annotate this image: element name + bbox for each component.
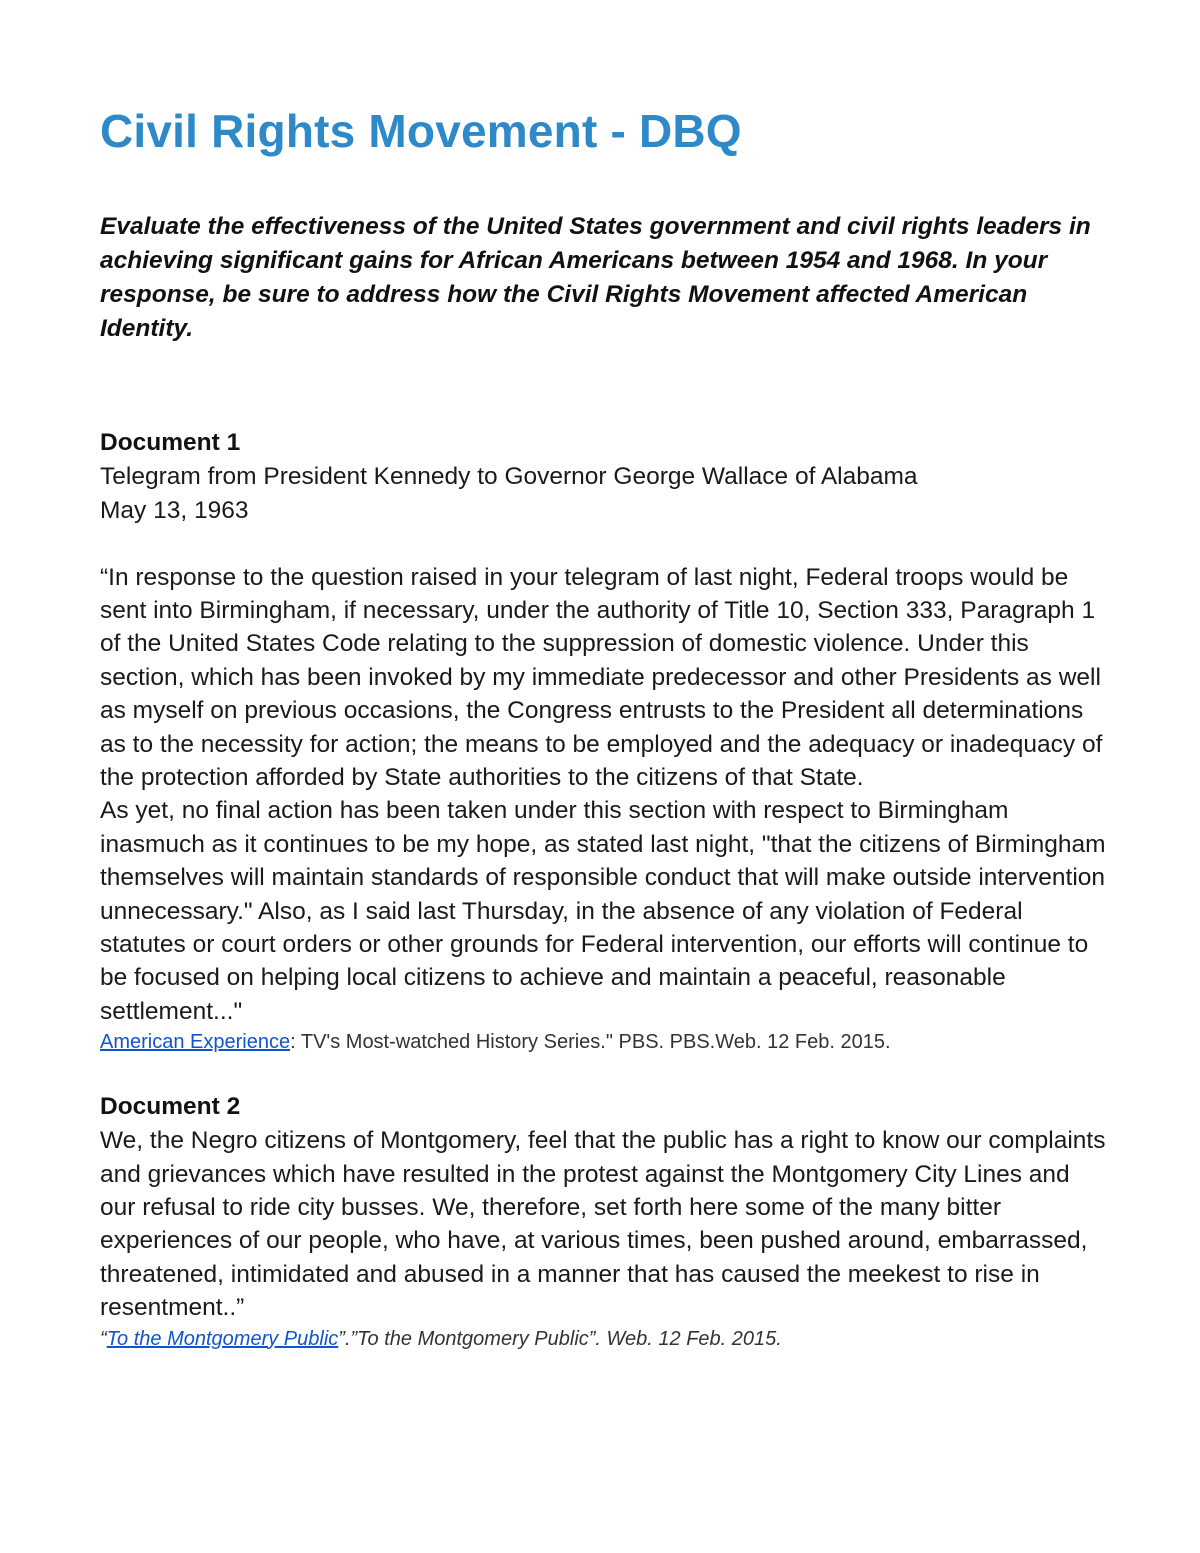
document-1-source: Telegram from President Kennedy to Governor George Wallace of Alabama xyxy=(100,463,918,490)
document-1-date: May 13, 1963 xyxy=(100,496,249,524)
document-page xyxy=(100,100,1110,1353)
document-2-citation-open-quote: “ xyxy=(100,1327,107,1350)
document-1-citation-text: : TV's Most-watched History Series." PBS. PBS.Web. 12 Feb. 2015. xyxy=(290,1031,891,1054)
essay-prompt: Evaluate the effectiveness of the United States government and civil rights leaders in achieving significant gains for African Americans between 1954 and 1968. In your response, be sure to address how the Civil Rights Movement affected American Identity. xyxy=(100,213,1091,342)
document-1-section xyxy=(100,426,1110,1056)
document-2-paragraph: We, the Negro citizens of Montgomery, feel that the public has a right to know our complaints and grievances which have resulted in the protest against the Montgomery City Lines and our refusal to ride city busses. We, therefore, set forth here some of the many bitter experiences of our people, who have, at various times, been pushed around, embarrassed, threatened, intimidated and abused in a manner that has caused the meekest to rise in resentment..” xyxy=(100,1127,1106,1322)
document-1-paragraph-1: “In response to the question raised in your telegram of last night, Federal troops would be sent into Birmingham, if necessary, under the authority of Title 10, Section 333, Paragraph 1 of the United States Code relating to the suppression of domestic violence. Under this section, which has been invoked by my immediate predecessor and other Presidents as well as myself on previous occasions, the Congress entrusts to the President all determinations as to the necessity for action; the means to be employed and the adequacy or inadequacy of the protection afforded by State authorities to the citizens of that State. xyxy=(100,563,1103,791)
american-experience-link[interactable]: American Experience xyxy=(100,1031,291,1054)
document-1-quote xyxy=(100,561,1110,1029)
document-2-heading: Document 2 xyxy=(100,1093,241,1121)
document-1-paragraph-2: As yet, no final action has been taken under this section with respect to Birmingham inasmuch as it continues to be my hope, as stated last night, "that the citizens of Birmingham themselves will maintain standards of responsible conduct that will make outside intervention unnecessary." Also, as I said last Thursday, in the absence of any violation of Federal statutes or court orders or other grounds for Federal intervention, our efforts will continue to be focused on helping local citizens to achieve and maintain a peaceful, reasonable settlement..." xyxy=(100,797,1106,1025)
document-2-section xyxy=(100,1090,1110,1352)
document-1-citation xyxy=(100,1028,1110,1056)
document-2-citation xyxy=(100,1325,1110,1353)
montgomery-public-link[interactable]: To the Montgomery Public xyxy=(106,1327,339,1350)
document-2-citation-text: ”.”To the Montgomery Public”. Web. 12 Feb. 2015. xyxy=(338,1327,782,1350)
document-1-heading: Document 1 xyxy=(100,429,241,456)
page-title: Civil Rights Movement - DBQ xyxy=(100,105,742,157)
